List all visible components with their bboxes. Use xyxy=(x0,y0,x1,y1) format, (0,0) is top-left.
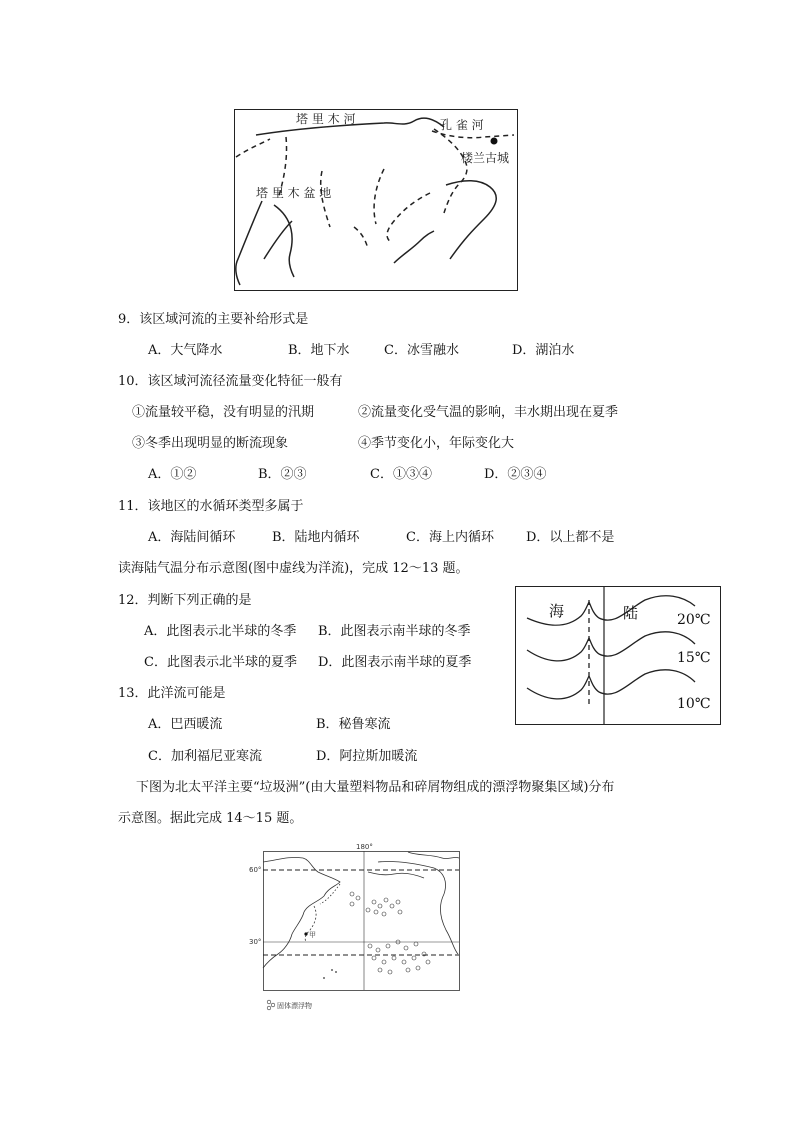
q10-item-1: ①流量较平稳，没有明显的汛期 xyxy=(132,405,315,420)
q11-option-c[interactable]: C．海上内循环 xyxy=(406,530,494,545)
q10-item-4: ④季节变化小，年际变化大 xyxy=(358,436,515,451)
q10-option-b[interactable]: B．②③ xyxy=(258,467,307,482)
q13-option-b[interactable]: B．秘鲁寒流 xyxy=(316,717,391,732)
q10-option-c[interactable]: C．①③④ xyxy=(370,467,432,482)
q9-option-c[interactable]: C．冰雪融水 xyxy=(384,343,459,358)
sea-label: 海 xyxy=(549,602,565,620)
north-pacific-map xyxy=(248,842,462,1012)
q9-stem: 9．该区域河流的主要补给形式是 xyxy=(118,312,309,327)
temp-10-label: 10℃ xyxy=(677,696,711,712)
sea-land-isotherm-figure xyxy=(515,586,721,726)
q12-option-d[interactable]: D．此图表示南半球的夏季 xyxy=(318,655,472,670)
tarim-basin-map xyxy=(234,109,518,291)
q9-option-a[interactable]: A．大气降水 xyxy=(148,343,223,358)
lon-180-label: 180° xyxy=(356,843,373,851)
tarim-river-label: 塔 里 木 河 xyxy=(296,112,356,126)
q10-item-3: ③冬季出现明显的断流现象 xyxy=(132,436,289,451)
q9-option-b[interactable]: B．地下水 xyxy=(288,343,350,358)
intro-12-13: 读海陆气温分布示意图(图中虚线为洋流)，完成 12～13 题。 xyxy=(118,561,469,576)
q13-option-d[interactable]: D．阿拉斯加暖流 xyxy=(316,749,418,764)
q9-option-d[interactable]: D．湖泊水 xyxy=(512,343,575,358)
island-dot xyxy=(331,969,333,971)
basin-label: 塔 里 木 盆 地 xyxy=(256,186,332,200)
q12-option-c[interactable]: C．此图表示北半球的夏季 xyxy=(144,655,297,670)
island-dot xyxy=(335,971,337,973)
q11-stem: 11．该地区的水循环类型多属于 xyxy=(118,499,304,514)
q12-stem: 12．判断下列正确的是 xyxy=(118,593,252,608)
island-dot xyxy=(323,977,325,979)
lat-60-label: 60° xyxy=(249,866,262,874)
temp-15-label: 15℃ xyxy=(677,650,711,666)
loulan-label: 楼兰古城 xyxy=(461,151,510,165)
lat-30-label: 30° xyxy=(249,938,262,946)
kongque-river-label: 孔 雀 河 xyxy=(440,118,484,132)
legend-label: 固体漂浮物 xyxy=(277,1002,312,1010)
q12-option-a[interactable]: A．此图表示北半球的冬季 xyxy=(144,624,297,639)
legend-debris-icon xyxy=(267,1000,275,1010)
temp-20-label: 20℃ xyxy=(677,612,711,628)
q13-option-c[interactable]: C．加利福尼亚寒流 xyxy=(148,749,262,764)
q10-option-d[interactable]: D．②③④ xyxy=(484,467,547,482)
q10-stem: 10．该区域河流径流量变化特征一般有 xyxy=(118,374,343,389)
land-label: 陆 xyxy=(623,604,639,622)
loulan-dot xyxy=(491,138,498,145)
q13-stem: 13．此洋流可能是 xyxy=(118,686,226,701)
jia-dot xyxy=(304,932,307,935)
q11-option-a[interactable]: A．海陆间循环 xyxy=(148,530,236,545)
intro-14-15-line2: 示意图。据此完成 14～15 题。 xyxy=(118,811,303,826)
intro-14-15-line1: 下图为北太平洋主要“垃圾洲”(由大量塑料物品和碎屑物组成的漂浮物聚集区域)分布 xyxy=(136,780,615,795)
q12-option-b[interactable]: B．此图表示南半球的冬季 xyxy=(318,624,471,639)
q11-option-d[interactable]: D．以上都不是 xyxy=(526,530,615,545)
q11-option-b[interactable]: B．陆地内循环 xyxy=(272,530,360,545)
jia-label: 甲 xyxy=(309,931,316,939)
q10-item-2: ②流量变化受气温的影响，丰水期出现在夏季 xyxy=(358,405,619,420)
q10-option-a[interactable]: A．①② xyxy=(148,467,197,482)
q13-option-a[interactable]: A．巴西暖流 xyxy=(148,717,223,732)
